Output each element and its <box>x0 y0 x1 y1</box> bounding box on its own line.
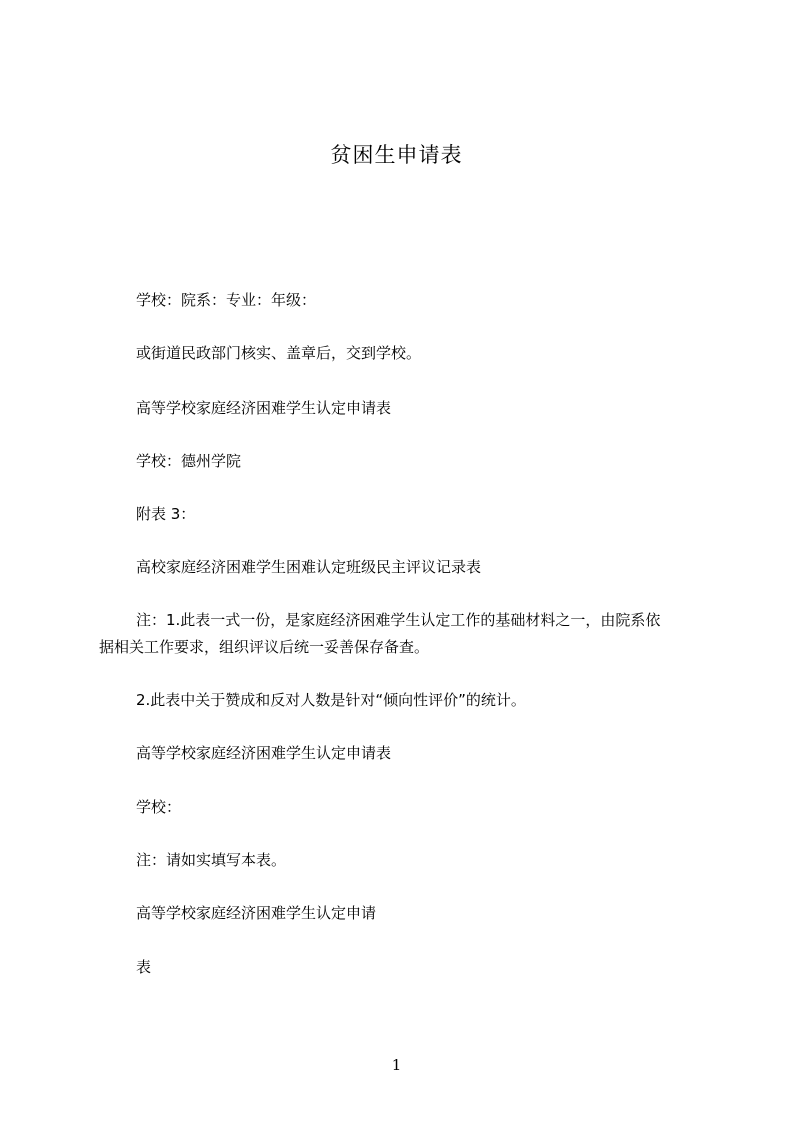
paragraph-verification-instruction: 或街道民政部门核实、盖章后，交到学校。 <box>136 344 422 362</box>
paragraph-form-title-3-continued: 表 <box>136 958 152 976</box>
paragraph-form-title-1: 高等学校家庭经济困难学生认定申请表 <box>136 399 392 417</box>
note-line-1: 注：1.此表一式一份，是家庭经济困难学生认定工作的基础材料之一，由院系依 <box>136 611 661 629</box>
paragraph-fill-truthfully: 注：请如实填写本表。 <box>136 851 287 869</box>
paragraph-note-2: 2.此表中关于赞成和反对人数是针对“倾向性评价”的统计。 <box>136 691 526 709</box>
paragraph-school-blank: 学校： <box>136 798 182 816</box>
paragraph-appendix-3: 附表 3： <box>136 505 196 523</box>
document-title: 贫困生申请表 <box>330 143 463 167</box>
note-line-2: 据相关工作要求，组织评议后统一妥善保存备查。 <box>99 638 430 656</box>
paragraph-school-dezhou: 学校：德州学院 <box>136 452 242 470</box>
paragraph-note-1 <box>99 607 711 661</box>
page-number: 1 <box>391 1056 402 1074</box>
paragraph-evaluation-record-title: 高校家庭经济困难学生困难认定班级民主评议记录表 <box>136 558 482 576</box>
paragraph-form-title-2: 高等学校家庭经济困难学生认定申请表 <box>136 744 392 762</box>
paragraph-school-department-major-grade: 学校：院系：专业：年级： <box>136 291 317 309</box>
paragraph-form-title-3: 高等学校家庭经济困难学生认定申请 <box>136 904 377 922</box>
